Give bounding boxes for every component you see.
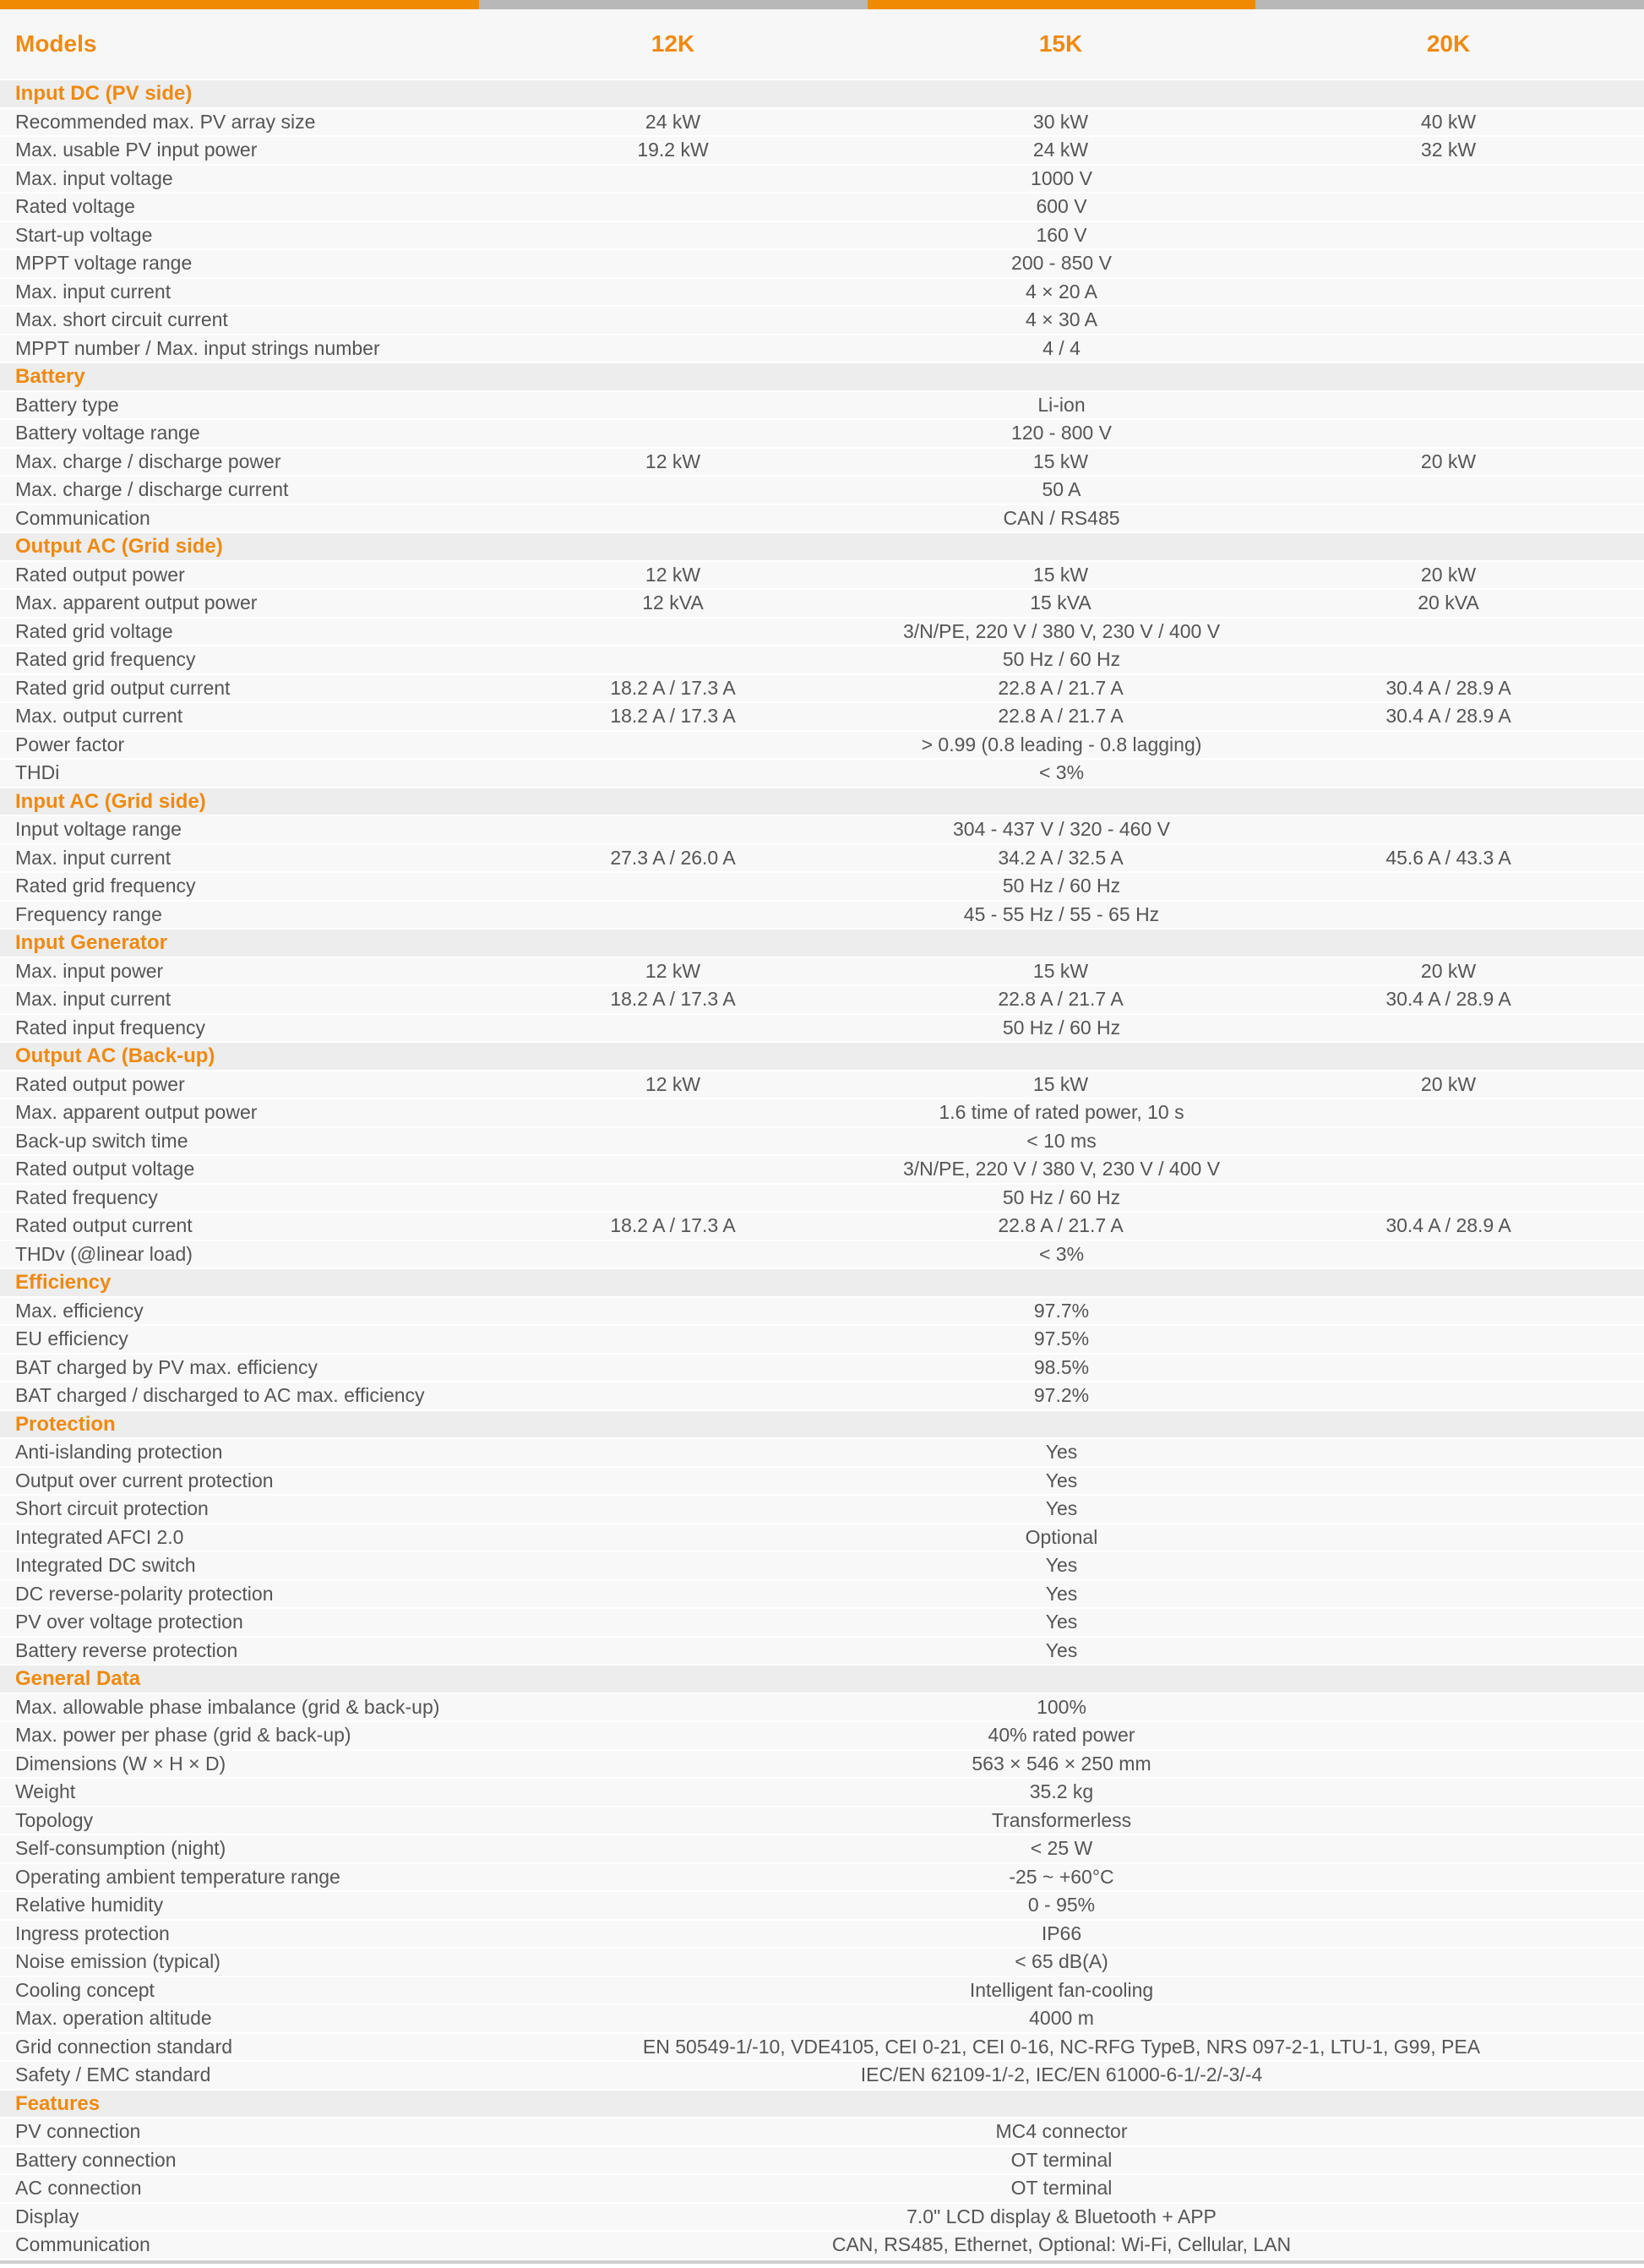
spec-value-all-models: CAN / RS485 (1003, 506, 1120, 529)
model-15k-heading: 15K (1038, 30, 1083, 57)
spec-row (0, 760, 1644, 788)
spec-value-15k: 15 kW (1032, 450, 1089, 472)
spec-value-12k: 18.2 A / 17.3 A (610, 988, 736, 1010)
spec-row (0, 505, 1644, 534)
spec-row (0, 1835, 1644, 1864)
spec-row (0, 279, 1644, 308)
spec-row (0, 732, 1644, 761)
spec-row (0, 2175, 1644, 2204)
spec-label: Max. usable PV input power (15, 139, 258, 161)
spec-label: Max. input voltage (15, 166, 173, 189)
spec-row (0, 1552, 1644, 1581)
spec-row (0, 2062, 1644, 2091)
spec-label: Self-consumption (night) (15, 1837, 226, 1859)
spec-row (0, 1949, 1644, 1977)
spec-label: Display (15, 2205, 79, 2227)
spec-row (0, 250, 1644, 279)
spec-row (0, 986, 1644, 1015)
spec-row (0, 1071, 1644, 1100)
spec-value-15k: 34.2 A / 32.5 A (998, 846, 1124, 869)
spec-row (0, 1977, 1644, 2006)
spec-value-15k: 30 kW (1032, 110, 1089, 133)
spec-row (0, 1156, 1644, 1185)
spec-label: Max. apparent output power (15, 1101, 258, 1123)
spec-value-20k: 20 kW (1420, 959, 1477, 982)
spec-value-all-models: MC4 connector (995, 2120, 1128, 2142)
spec-row (0, 477, 1644, 505)
spec-label: Max. operation altitude (15, 2007, 212, 2029)
spec-value-15k: 22.8 A / 21.7 A (998, 705, 1124, 727)
spec-row (0, 562, 1644, 591)
spec-row (0, 2232, 1644, 2260)
spec-value-15k: 15 kW (1032, 959, 1089, 982)
section-heading: Battery (0, 363, 1644, 392)
spec-value-20k: 20 kW (1420, 1072, 1477, 1095)
spec-label: Max. charge / discharge current (15, 478, 289, 500)
spec-value-all-models: < 65 dB(A) (1015, 1950, 1108, 1972)
spec-value-all-models: 40% rated power (988, 1724, 1135, 1746)
spec-value-all-models: 45 - 55 Hz / 55 - 65 Hz (963, 902, 1160, 925)
spec-label: Communication (15, 2233, 150, 2255)
spec-value-all-models: 50 Hz / 60 Hz (1002, 648, 1121, 670)
spec-value-all-models: 1.6 time of rated power, 10 s (939, 1101, 1184, 1123)
spec-value-all-models: Li-ion (1037, 393, 1086, 416)
spec-value-all-models: IEC/EN 62109-1/-2, IEC/EN 61000-6-1/-2/-3/-4 (860, 2064, 1263, 2085)
spec-value-all-models: 200 - 850 V (1011, 252, 1112, 274)
spec-row (0, 590, 1644, 619)
spec-value-all-models: 4 × 30 A (1025, 308, 1098, 330)
spec-row (0, 2118, 1644, 2147)
spec-label: AC connection (15, 2177, 142, 2199)
spec-value-12k: 12 kW (645, 959, 701, 982)
spec-row (0, 1355, 1644, 1383)
spec-value-all-models: > 0.99 (0.8 leading - 0.8 lagging) (921, 733, 1202, 755)
spec-value-all-models: Yes (1045, 1441, 1078, 1463)
spec-value-all-models: < 25 W (1030, 1837, 1093, 1859)
spec-value-all-models: 0 - 95% (1027, 1894, 1096, 1916)
spec-row (0, 1496, 1644, 1524)
spec-label: Start-up voltage (15, 223, 153, 246)
section-heading: Output AC (Grid side) (0, 533, 1644, 562)
spec-row (0, 1099, 1644, 1128)
spec-label: Rated output power (15, 1072, 185, 1095)
spec-value-all-models: OT terminal (1010, 2177, 1113, 2199)
spec-value-all-models: 600 V (1036, 195, 1087, 217)
spec-row (0, 703, 1644, 732)
spec-value-all-models: 160 V (1036, 223, 1087, 246)
spec-value-all-models: 304 - 437 V / 320 - 460 V (952, 818, 1170, 840)
spec-value-12k: 24 kW (645, 110, 701, 133)
spec-row (0, 1722, 1644, 1751)
spec-value-all-models: 50 Hz / 60 Hz (1002, 1186, 1121, 1208)
spec-label: Max. input power (15, 959, 164, 982)
spec-label: Rated output power (15, 563, 185, 586)
spec-label: Anti-islanding protection (15, 1441, 223, 1463)
spec-label: Battery connection (15, 2148, 177, 2171)
spec-value-15k: 15 kW (1032, 1072, 1089, 1095)
spec-value-15k: 15 kW (1032, 563, 1089, 586)
spec-label: BAT charged / discharged to AC max. efficiency (15, 1384, 425, 1406)
spec-table-body (0, 80, 1644, 2260)
spec-value-12k: 12 kW (645, 563, 701, 586)
spec-label: Operating ambient temperature range (15, 1865, 340, 1888)
spec-row (0, 2005, 1644, 2034)
spec-value-all-models: Yes (1045, 1554, 1078, 1576)
spec-row (0, 619, 1644, 647)
spec-value-all-models: Yes (1045, 1611, 1078, 1633)
spec-row (0, 1892, 1644, 1921)
spec-value-12k: 18.2 A / 17.3 A (610, 705, 736, 727)
spec-value-all-models: 563 × 546 × 250 mm (972, 1752, 1151, 1775)
spec-value-all-models: 97.2% (1033, 1384, 1090, 1406)
section-heading: Input Generator (0, 930, 1644, 958)
spec-value-20k: 20 kW (1420, 450, 1477, 472)
spec-value-20k: 32 kW (1420, 139, 1477, 161)
spec-label: Safety / EMC standard (15, 2064, 211, 2085)
spec-row (0, 1015, 1644, 1044)
spec-row (0, 902, 1644, 930)
spec-label: PV over voltage protection (15, 1611, 243, 1633)
spec-value-all-models: < 10 ms (1026, 1129, 1097, 1152)
spec-value-all-models: 3/N/PE, 220 V / 380 V, 230 V / 400 V (902, 619, 1221, 642)
spec-value-all-models: 35.2 kg (1029, 1780, 1094, 1802)
spec-row (0, 307, 1644, 335)
spec-value-all-models: 98.5% (1033, 1355, 1090, 1378)
spec-label: Rated voltage (15, 195, 135, 217)
spec-row (0, 816, 1644, 845)
spec-value-all-models: 97.5% (1033, 1328, 1090, 1349)
spec-value-20k: 20 kW (1420, 563, 1477, 586)
spec-row (0, 109, 1644, 138)
spec-row (0, 873, 1644, 902)
spec-value-all-models: < 3% (1038, 1242, 1085, 1265)
spec-label: Battery voltage range (15, 422, 200, 444)
spec-value-15k: 15 kVA (1030, 592, 1091, 613)
spec-label: Relative humidity (15, 1894, 164, 1916)
spec-value-15k: 24 kW (1032, 139, 1089, 161)
spec-label: Battery reverse protection (15, 1638, 238, 1661)
model-20k-heading: 20K (1426, 30, 1471, 57)
spec-value-all-models: Intelligent fan-cooling (969, 1978, 1154, 2001)
spec-value-all-models: -25 ~ +60°C (1009, 1865, 1114, 1888)
spec-label: Short circuit protection (15, 1497, 209, 1519)
spec-value-12k: 12 kVA (642, 592, 704, 613)
spec-value-all-models: 100% (1037, 1695, 1086, 1718)
spec-value-20k: 30.4 A / 28.9 A (1385, 676, 1511, 699)
spec-row (0, 2204, 1644, 2233)
spec-value-20k: 45.6 A / 43.3 A (1385, 846, 1511, 869)
spec-value-all-models: EN 50549-1/-10, VDE4105, CEI 0-21, CEI 0-16, NC-RFG TypeB, NRS 097-2-1, LTU-1, G99, PEA (642, 2035, 1481, 2058)
spec-label: THDi (15, 761, 60, 783)
spec-value-all-models: Yes (1045, 1582, 1078, 1605)
spec-row (0, 1213, 1644, 1241)
spec-label: Rated grid frequency (15, 875, 196, 897)
spec-row (0, 1326, 1644, 1355)
spec-value-20k: 30.4 A / 28.9 A (1385, 1214, 1511, 1236)
spec-value-12k: 12 kW (645, 1072, 701, 1095)
spec-value-all-models: Optional (1025, 1525, 1098, 1548)
spec-row (0, 335, 1644, 364)
model-12k-heading: 12K (651, 30, 695, 57)
spec-row (0, 449, 1644, 477)
spec-row (0, 1864, 1644, 1893)
spec-row (0, 222, 1644, 251)
spec-label: Integrated AFCI 2.0 (15, 1525, 184, 1548)
spec-value-all-models: 3/N/PE, 220 V / 380 V, 230 V / 400 V (902, 1158, 1221, 1180)
section-heading: Protection (0, 1411, 1644, 1440)
section-heading: Input DC (PV side) (0, 80, 1644, 109)
spec-value-all-models: < 3% (1038, 761, 1085, 783)
spec-value-all-models: 120 - 800 V (1011, 422, 1112, 444)
spec-row (0, 675, 1644, 704)
spec-label: Max. charge / discharge power (15, 450, 281, 472)
models-label: Models (15, 30, 97, 57)
spec-row (0, 137, 1644, 166)
spec-label: Dimensions (W × H × D) (15, 1752, 226, 1775)
spec-value-all-models: CAN, RS485, Ethernet, Optional: Wi-Fi, Cellular, LAN (831, 2233, 1292, 2255)
spec-value-all-models: Yes (1045, 1497, 1078, 1519)
spec-label: Max. output current (15, 705, 183, 727)
spec-label: Recommended max. PV array size (15, 110, 316, 133)
header-color-bar (0, 0, 1644, 9)
spec-label: THDv (@linear load) (15, 1242, 193, 1265)
spec-value-all-models: 4000 m (1029, 2007, 1094, 2029)
spec-label: Max. power per phase (grid & back-up) (15, 1724, 351, 1746)
spec-row (0, 2034, 1644, 2063)
spec-label: Rated output current (15, 1214, 193, 1236)
spec-label: Back-up switch time (15, 1129, 188, 1152)
spec-value-15k: 22.8 A / 21.7 A (998, 1214, 1124, 1236)
spec-value-all-models: 7.0" LCD display & Bluetooth + APP (906, 2205, 1217, 2227)
spec-row (0, 1524, 1644, 1553)
spec-value-all-models: IP66 (1041, 1922, 1082, 1944)
spec-row (0, 166, 1644, 194)
spec-label: Rated input frequency (15, 1016, 206, 1039)
spec-label: Max. efficiency (15, 1299, 144, 1322)
spec-label: PV connection (15, 2120, 141, 2142)
spec-label: Input voltage range (15, 818, 182, 840)
spec-label: Rated output voltage (15, 1158, 195, 1180)
spec-row (0, 2147, 1644, 2176)
spec-label: Rated grid voltage (15, 619, 173, 642)
spec-value-20k: 30.4 A / 28.9 A (1385, 705, 1511, 727)
spec-row (0, 392, 1644, 421)
spec-value-all-models: Yes (1045, 1638, 1078, 1661)
spec-label: Rated frequency (15, 1186, 158, 1208)
spec-row (0, 1185, 1644, 1213)
spec-label: MPPT voltage range (15, 252, 193, 274)
spec-row (0, 1382, 1644, 1411)
spec-label: Grid connection standard (15, 2035, 232, 2058)
spec-label: Ingress protection (15, 1922, 170, 1944)
spec-value-15k: 22.8 A / 21.7 A (998, 676, 1124, 699)
spec-row (0, 194, 1644, 222)
spec-row (0, 1807, 1644, 1836)
spec-row (0, 1439, 1644, 1468)
spec-row (0, 420, 1644, 449)
section-heading: Output AC (Back-up) (0, 1043, 1644, 1071)
spec-label: Output over current protection (15, 1469, 274, 1491)
spec-value-all-models: 1000 V (1031, 166, 1092, 189)
spec-label: Cooling concept (15, 1978, 155, 2001)
spec-label: MPPT number / Max. input strings number (15, 336, 380, 359)
spec-label: Rated grid output current (15, 676, 231, 699)
spec-label: Weight (15, 1780, 76, 1802)
spec-label: Topology (15, 1808, 94, 1831)
spec-label: DC reverse-polarity protection (15, 1582, 274, 1605)
spec-value-12k: 12 kW (645, 450, 701, 472)
spec-label: Power factor (15, 733, 125, 755)
spec-value-20k: 20 kVA (1418, 592, 1479, 613)
spec-value-all-models: 50 Hz / 60 Hz (1002, 875, 1121, 897)
spec-value-12k: 19.2 kW (637, 139, 709, 161)
spec-row (0, 1298, 1644, 1327)
spec-row (0, 1694, 1644, 1723)
spec-row (0, 1921, 1644, 1949)
spec-label: Rated grid frequency (15, 648, 196, 670)
spec-row (0, 646, 1644, 675)
spec-row (0, 1779, 1644, 1807)
spec-row (0, 1609, 1644, 1638)
section-heading: Efficiency (0, 1269, 1644, 1298)
spec-label: EU efficiency (15, 1328, 128, 1349)
spec-label: Max. apparent output power (15, 592, 258, 613)
spec-value-all-models: 4 × 20 A (1025, 280, 1098, 303)
spec-label: Max. input current (15, 846, 171, 869)
spec-row (0, 958, 1644, 987)
spec-row (0, 1638, 1644, 1666)
spec-value-12k: 18.2 A / 17.3 A (610, 676, 736, 699)
spec-label: Max. input current (15, 988, 171, 1010)
spec-row (0, 1581, 1644, 1610)
spec-row (0, 1751, 1644, 1780)
spec-row (0, 1241, 1644, 1270)
models-header-row (0, 9, 1644, 80)
spec-value-20k: 40 kW (1420, 110, 1477, 133)
spec-label: Frequency range (15, 902, 162, 925)
spec-label: Battery type (15, 393, 119, 416)
spec-value-15k: 22.8 A / 21.7 A (998, 988, 1124, 1010)
spec-label: Noise emission (typical) (15, 1950, 220, 1972)
spec-label: BAT charged by PV max. efficiency (15, 1355, 318, 1378)
spec-row (0, 845, 1644, 874)
spec-row (0, 1128, 1644, 1157)
section-heading: Features (0, 2091, 1644, 2119)
spec-value-20k: 30.4 A / 28.9 A (1385, 988, 1511, 1010)
spec-value-12k: 27.3 A / 26.0 A (610, 846, 736, 869)
spec-label: Communication (15, 506, 150, 529)
section-heading: General Data (0, 1666, 1644, 1694)
spec-value-all-models: 97.7% (1033, 1299, 1090, 1322)
spec-value-all-models: Yes (1045, 1469, 1078, 1491)
spec-label: Max. allowable phase imbalance (grid & back-up) (15, 1695, 440, 1718)
spec-label: Max. input current (15, 280, 171, 303)
spec-value-all-models: 50 Hz / 60 Hz (1002, 1016, 1121, 1039)
spec-label: Integrated DC switch (15, 1554, 196, 1576)
spec-row (0, 1468, 1644, 1497)
spec-label: Max. short circuit current (15, 308, 228, 330)
spec-value-all-models: 4 / 4 (1042, 336, 1081, 359)
section-heading: Input AC (Grid side) (0, 788, 1644, 817)
footer-bar (0, 2260, 1644, 2264)
spec-value-all-models: 50 A (1042, 478, 1081, 500)
spec-value-all-models: Transformerless (991, 1808, 1132, 1831)
spec-value-12k: 18.2 A / 17.3 A (610, 1214, 736, 1236)
spec-value-all-models: OT terminal (1010, 2148, 1113, 2171)
